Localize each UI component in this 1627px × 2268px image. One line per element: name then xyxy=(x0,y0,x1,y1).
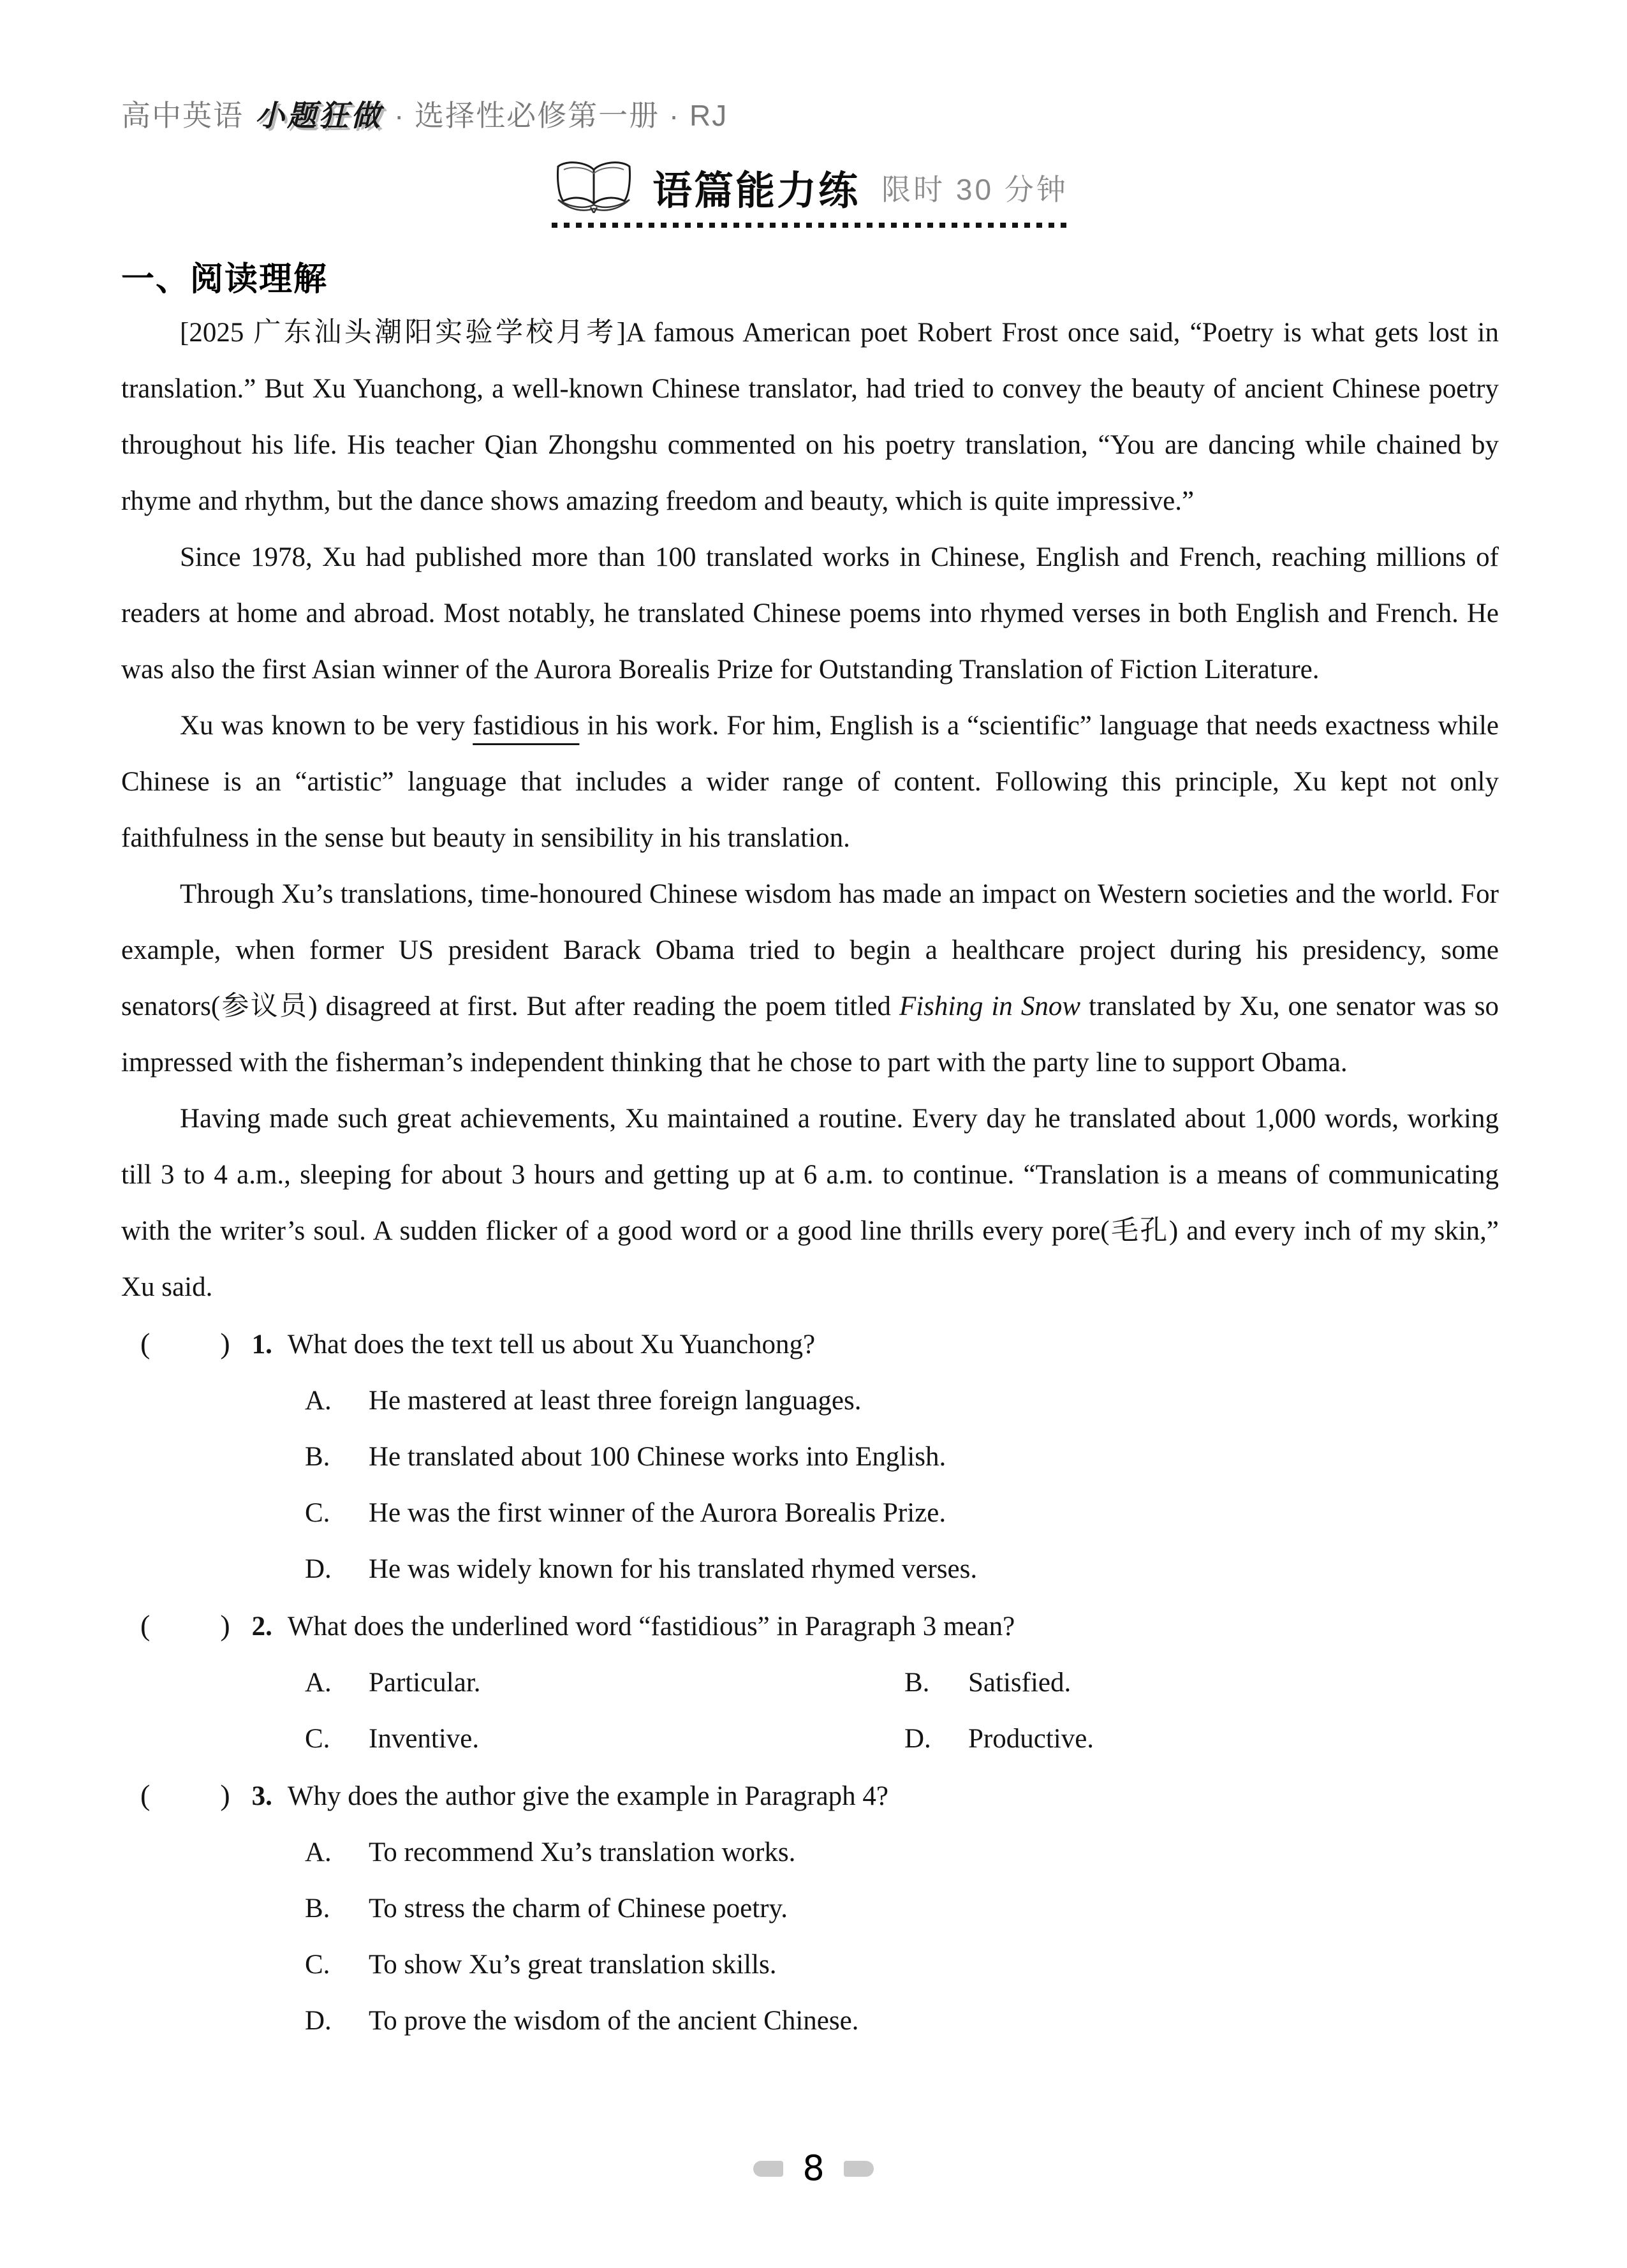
option xyxy=(904,1711,1499,1767)
question-text: Why does the author give the example in Paragraph 4? xyxy=(287,1781,889,1811)
brand-logo: 小题狂做 xyxy=(255,99,383,132)
option xyxy=(305,1711,904,1767)
passage-text: [2025 广东汕头潮阳实验学校月考]A famous American poet Robert Frost once said, “Poetry is what gets lost in translation.” But Xu Yuanchong, a well-known Chinese translator, had tried to convey the beauty of ancient Chinese poetry throughout his life. His teacher Qian Zhongshu commented on his poetry translation, “You are dancing while chained by rhyme and rhythm, but the dance shows amazing freedom and beauty, which is quite impressive.” xyxy=(121,318,1499,516)
option xyxy=(305,1937,1499,1993)
option xyxy=(305,1655,904,1711)
section-heading: 一、阅读理解 xyxy=(121,261,328,298)
option-label: A. xyxy=(305,1837,332,1867)
option-text: Particular. xyxy=(369,1668,481,1698)
option-text: Inventive. xyxy=(369,1724,480,1754)
option-label: D. xyxy=(305,1554,332,1584)
option xyxy=(305,1825,1499,1881)
option xyxy=(904,1655,1499,1711)
option-label: D. xyxy=(305,2006,332,2036)
answer-bracket-close: ) xyxy=(220,1327,230,1360)
option xyxy=(305,1541,1499,1597)
option-text: To prove the wisdom of the ancient Chinese. xyxy=(369,2006,859,2036)
passage-text: Through Xu’s translations, time-honoured Chinese wisdom has made an impact on Western societies and the world. For example, when former US president Barack Obama tried to begin a healthcare project during his presidency, some senators(参议员) disagreed at first. But after reading the poem titled xyxy=(121,879,1499,1021)
question-number: 3. xyxy=(251,1781,272,1811)
passage-paragraph xyxy=(121,1091,1499,1316)
underlined-word: fastidious xyxy=(473,711,580,741)
page-header xyxy=(121,94,1499,137)
option xyxy=(305,1485,1499,1541)
option-label: B. xyxy=(305,1894,330,1923)
passage-text: Xu was known to be very xyxy=(180,711,473,741)
dotted-divider xyxy=(552,223,1068,228)
question xyxy=(121,1767,1499,2049)
option-text: He translated about 100 Chinese works into English. xyxy=(369,1442,946,1472)
question-line xyxy=(121,1316,1499,1373)
option-text: Satisfied. xyxy=(968,1668,1071,1698)
option-text: To stress the charm of Chinese poetry. xyxy=(369,1894,788,1923)
question-text: What does the underlined word “fastidious” in Paragraph 3 mean? xyxy=(287,1612,1015,1642)
questions xyxy=(121,1316,1499,2049)
passage-paragraph xyxy=(121,305,1499,530)
page-footer xyxy=(0,2148,1627,2188)
question xyxy=(121,1316,1499,1597)
option xyxy=(305,1881,1499,1937)
option-label: A. xyxy=(305,1668,332,1698)
option-label: C. xyxy=(305,1498,330,1528)
passage-text: in his work. For him, English is a “scientific” language that needs exactness while Chinese is an “artistic” language that includes a wider range of content. Following this principle, Xu kept not only faithfulness in the sense but beauty in sensibility in his translation. xyxy=(121,711,1499,853)
banner-time-limit: 限时 30 分钟 xyxy=(881,172,1068,206)
option-text: Productive. xyxy=(968,1724,1094,1754)
answer-bracket-open: ( xyxy=(140,1609,151,1642)
page-number: 8 xyxy=(802,2148,825,2188)
passage-paragraph xyxy=(121,866,1499,1091)
header-course: 高中英语 xyxy=(121,99,244,132)
option-list xyxy=(305,1373,1499,1597)
option-text: He was the first winner of the Aurora Borealis Prize. xyxy=(369,1498,946,1528)
option-list xyxy=(305,1825,1499,2049)
question-line xyxy=(121,1767,1499,1825)
option-text: To recommend Xu’s translation works. xyxy=(369,1837,796,1867)
option-label: B. xyxy=(305,1442,330,1472)
option-label: C. xyxy=(305,1950,330,1980)
header-book-edition: · 选择性必修第一册 · RJ xyxy=(394,99,728,132)
option-text: He mastered at least three foreign languages. xyxy=(369,1386,862,1416)
answer-bracket-open: ( xyxy=(140,1327,151,1360)
footer-left-bar xyxy=(753,2161,783,2177)
passage-paragraph xyxy=(121,698,1499,866)
option-label: A. xyxy=(305,1386,332,1416)
passage-text: Since 1978, Xu had published more than 100 translated works in Chinese, English and French, reaching millions of readers at home and abroad. Most notably, he translated Chinese poems into rhymed verses in both English and French. He was also the first Asian winner of the Aurora Borealis Prize for Outstanding Translation of Fiction Literature. xyxy=(121,542,1499,685)
option-label: C. xyxy=(305,1724,330,1754)
option-label: D. xyxy=(904,1724,931,1754)
option xyxy=(305,1429,1499,1485)
option xyxy=(305,1993,1499,2049)
section-banner xyxy=(552,158,1068,228)
question-line xyxy=(121,1597,1499,1655)
option-text: He was widely known for his translated rhymed verses. xyxy=(369,1554,978,1584)
option-label: B. xyxy=(904,1668,930,1698)
passage-text: Having made such great achievements, Xu maintained a routine. Every day he translated about 1,000 words, working till 3 to 4 a.m., sleeping for about 3 hours and getting up at 6 a.m. to continue. “Translation is a means of communicating with the writer’s soul. A sudden flicker of a good word or a good line thrills every pore(毛孔) and every inch of my skin,” Xu said. xyxy=(121,1104,1499,1302)
banner-title: 语篇能力练 xyxy=(652,169,860,213)
passage-paragraph xyxy=(121,530,1499,698)
italic-work-title: Fishing in Snow xyxy=(899,991,1081,1021)
passage-text: translated by Xu, one senator was so impressed with the fisherman’s independent thinking that he chose to part with the party line to support Obama. xyxy=(121,991,1499,1078)
question-number: 2. xyxy=(251,1612,272,1642)
answer-bracket-close: ) xyxy=(220,1779,230,1811)
footer-right-bar xyxy=(844,2161,874,2177)
question-number: 1. xyxy=(251,1330,272,1360)
passage xyxy=(121,305,1499,1316)
answer-bracket-close: ) xyxy=(220,1609,230,1642)
question-text: What does the text tell us about Xu Yuanchong? xyxy=(287,1330,816,1360)
open-book-icon xyxy=(552,158,636,216)
option-list xyxy=(305,1655,1499,1767)
answer-bracket-open: ( xyxy=(140,1779,151,1811)
banner-row xyxy=(552,158,1068,216)
option xyxy=(305,1373,1499,1429)
question xyxy=(121,1597,1499,1767)
option-text: To show Xu’s great translation skills. xyxy=(369,1950,777,1980)
